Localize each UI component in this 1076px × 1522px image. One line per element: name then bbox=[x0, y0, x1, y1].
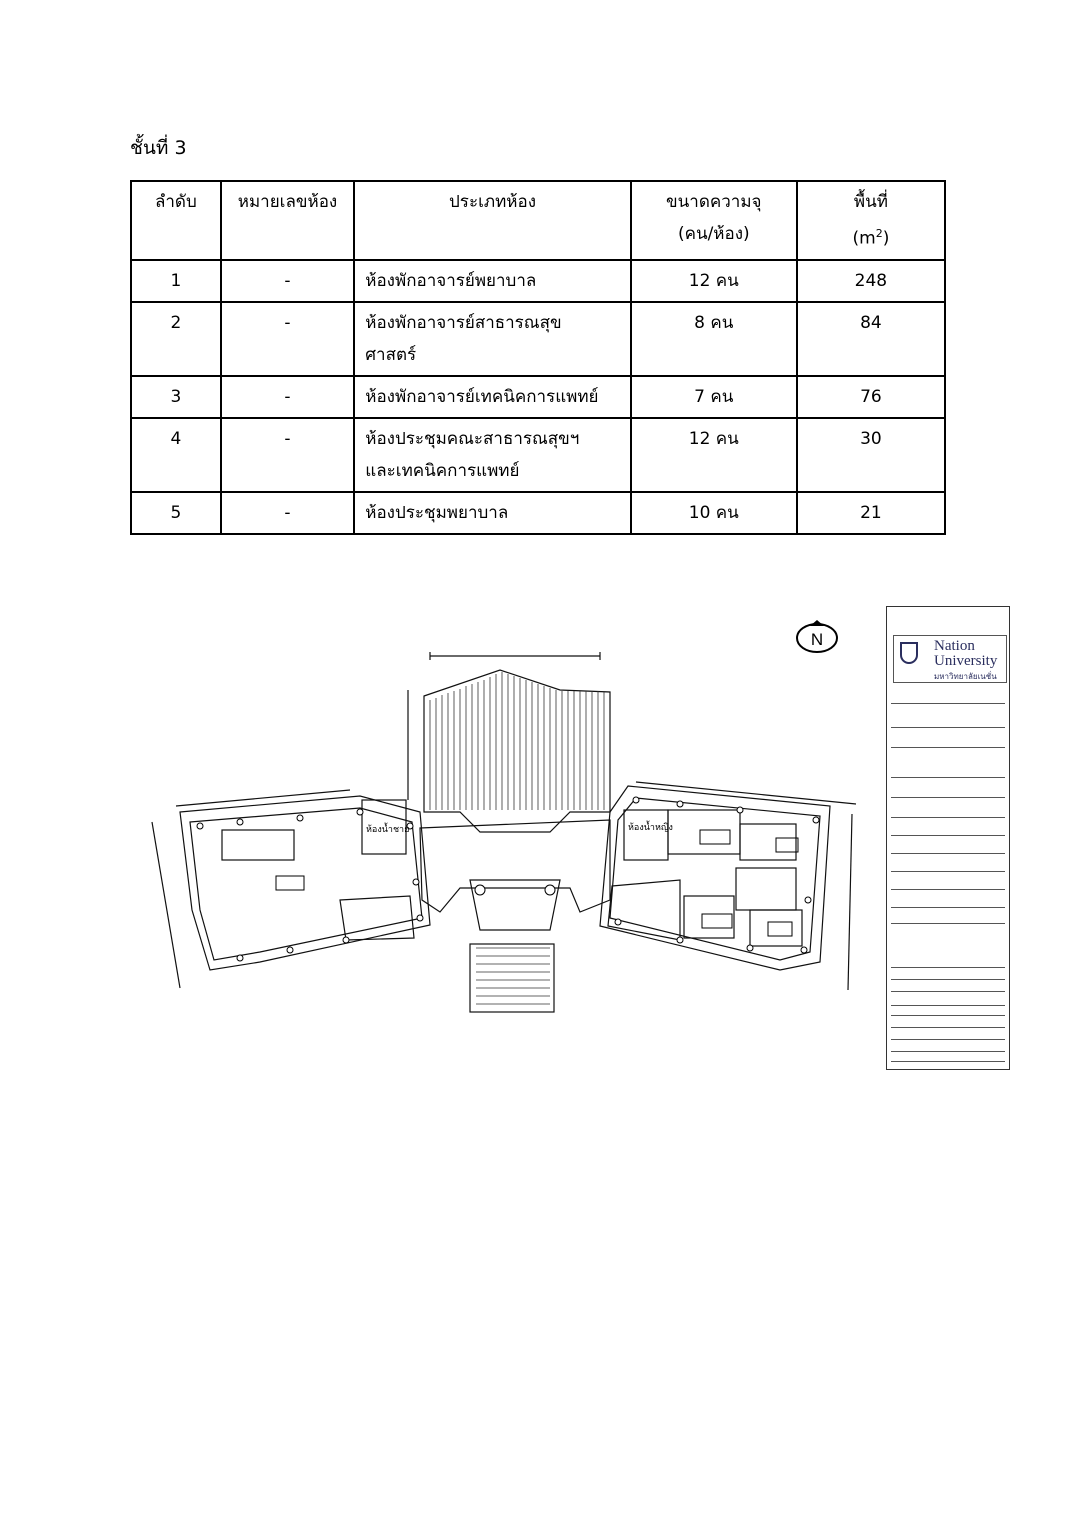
header-capacity: ขนาดความจุ (คน/ห้อง) bbox=[631, 181, 797, 260]
title-block-divider bbox=[891, 991, 1005, 992]
title-block-divider bbox=[891, 853, 1005, 854]
cell-room-no: - bbox=[221, 302, 355, 376]
cell-area: 30 bbox=[797, 418, 945, 492]
room-label-female-restroom: ห้องน้ำหญิง bbox=[628, 823, 673, 833]
cell-area: 248 bbox=[797, 260, 945, 302]
header-room-no: หมายเลขห้อง bbox=[221, 181, 355, 260]
cell-room-type: ห้องพักอาจารย์พยาบาล bbox=[354, 260, 631, 302]
title-block-divider bbox=[891, 1027, 1005, 1028]
cell-room-type: ห้องพักอาจารย์สาธารณสุข ศาสตร์ bbox=[354, 302, 631, 376]
title-block-divider bbox=[891, 747, 1005, 748]
room-table bbox=[130, 180, 946, 535]
cell-order: 1 bbox=[131, 260, 221, 302]
cell-area: 21 bbox=[797, 492, 945, 534]
title-block-divider bbox=[891, 797, 1005, 798]
title-block-divider bbox=[891, 871, 1005, 872]
title-block-divider bbox=[891, 907, 1005, 908]
floor-plan-drawing bbox=[140, 600, 860, 1030]
logo-line-2: University bbox=[934, 653, 998, 669]
university-logo bbox=[893, 635, 1007, 683]
cell-order: 5 bbox=[131, 492, 221, 534]
title-block-divider bbox=[891, 727, 1005, 728]
header-order: ลำดับ bbox=[131, 181, 221, 260]
cell-area: 76 bbox=[797, 376, 945, 418]
cell-room-no: - bbox=[221, 492, 355, 534]
cell-capacity: 8 คน bbox=[631, 302, 797, 376]
title-block-divider bbox=[891, 835, 1005, 836]
table-row bbox=[131, 260, 945, 302]
title-block-divider bbox=[891, 703, 1005, 704]
north-label: N bbox=[810, 630, 824, 649]
title-block bbox=[886, 606, 1010, 1070]
title-block-divider bbox=[891, 923, 1005, 924]
title-block-divider bbox=[891, 777, 1005, 778]
cell-capacity: 12 คน bbox=[631, 418, 797, 492]
room-label-male-restroom: ห้องน้ำชาย bbox=[366, 825, 410, 835]
title-block-divider bbox=[891, 1061, 1005, 1062]
table-row bbox=[131, 376, 945, 418]
cell-order: 2 bbox=[131, 302, 221, 376]
cell-area: 84 bbox=[797, 302, 945, 376]
table-row bbox=[131, 492, 945, 534]
cell-order: 4 bbox=[131, 418, 221, 492]
cell-capacity: 10 คน bbox=[631, 492, 797, 534]
page-heading: ชั้นที่ 3 bbox=[130, 137, 187, 159]
cell-room-no: - bbox=[221, 376, 355, 418]
cell-capacity: 7 คน bbox=[631, 376, 797, 418]
title-block-divider bbox=[891, 889, 1005, 890]
title-block-divider bbox=[891, 1051, 1005, 1052]
logo-line-3: มหาวิทยาลัยเนชั่น bbox=[934, 672, 997, 681]
table-header-row bbox=[131, 181, 945, 260]
header-area: พื้นที่ $(m^2)$ bbox=[797, 181, 945, 260]
cell-room-type: ห้องประชุมพยาบาล bbox=[354, 492, 631, 534]
cell-capacity: 12 คน bbox=[631, 260, 797, 302]
cell-room-type: ห้องประชุมคณะสาธารณสุขฯ และเทคนิคการแพทย์ bbox=[354, 418, 631, 492]
title-block-divider bbox=[891, 979, 1005, 980]
title-block-divider bbox=[891, 967, 1005, 968]
logo-line-1: Nation bbox=[934, 638, 975, 654]
title-block-divider bbox=[891, 1039, 1005, 1040]
header-room-type: ประเภทห้อง bbox=[354, 181, 631, 260]
cell-room-no: - bbox=[221, 418, 355, 492]
table-row bbox=[131, 302, 945, 376]
title-block-divider bbox=[891, 1005, 1005, 1006]
table-row bbox=[131, 418, 945, 492]
cell-room-type: ห้องพักอาจารย์เทคนิคการแพทย์ bbox=[354, 376, 631, 418]
title-block-divider bbox=[891, 817, 1005, 818]
title-block-divider bbox=[891, 1015, 1005, 1016]
cell-order: 3 bbox=[131, 376, 221, 418]
shield-icon bbox=[900, 642, 918, 664]
cell-room-no: - bbox=[221, 260, 355, 302]
